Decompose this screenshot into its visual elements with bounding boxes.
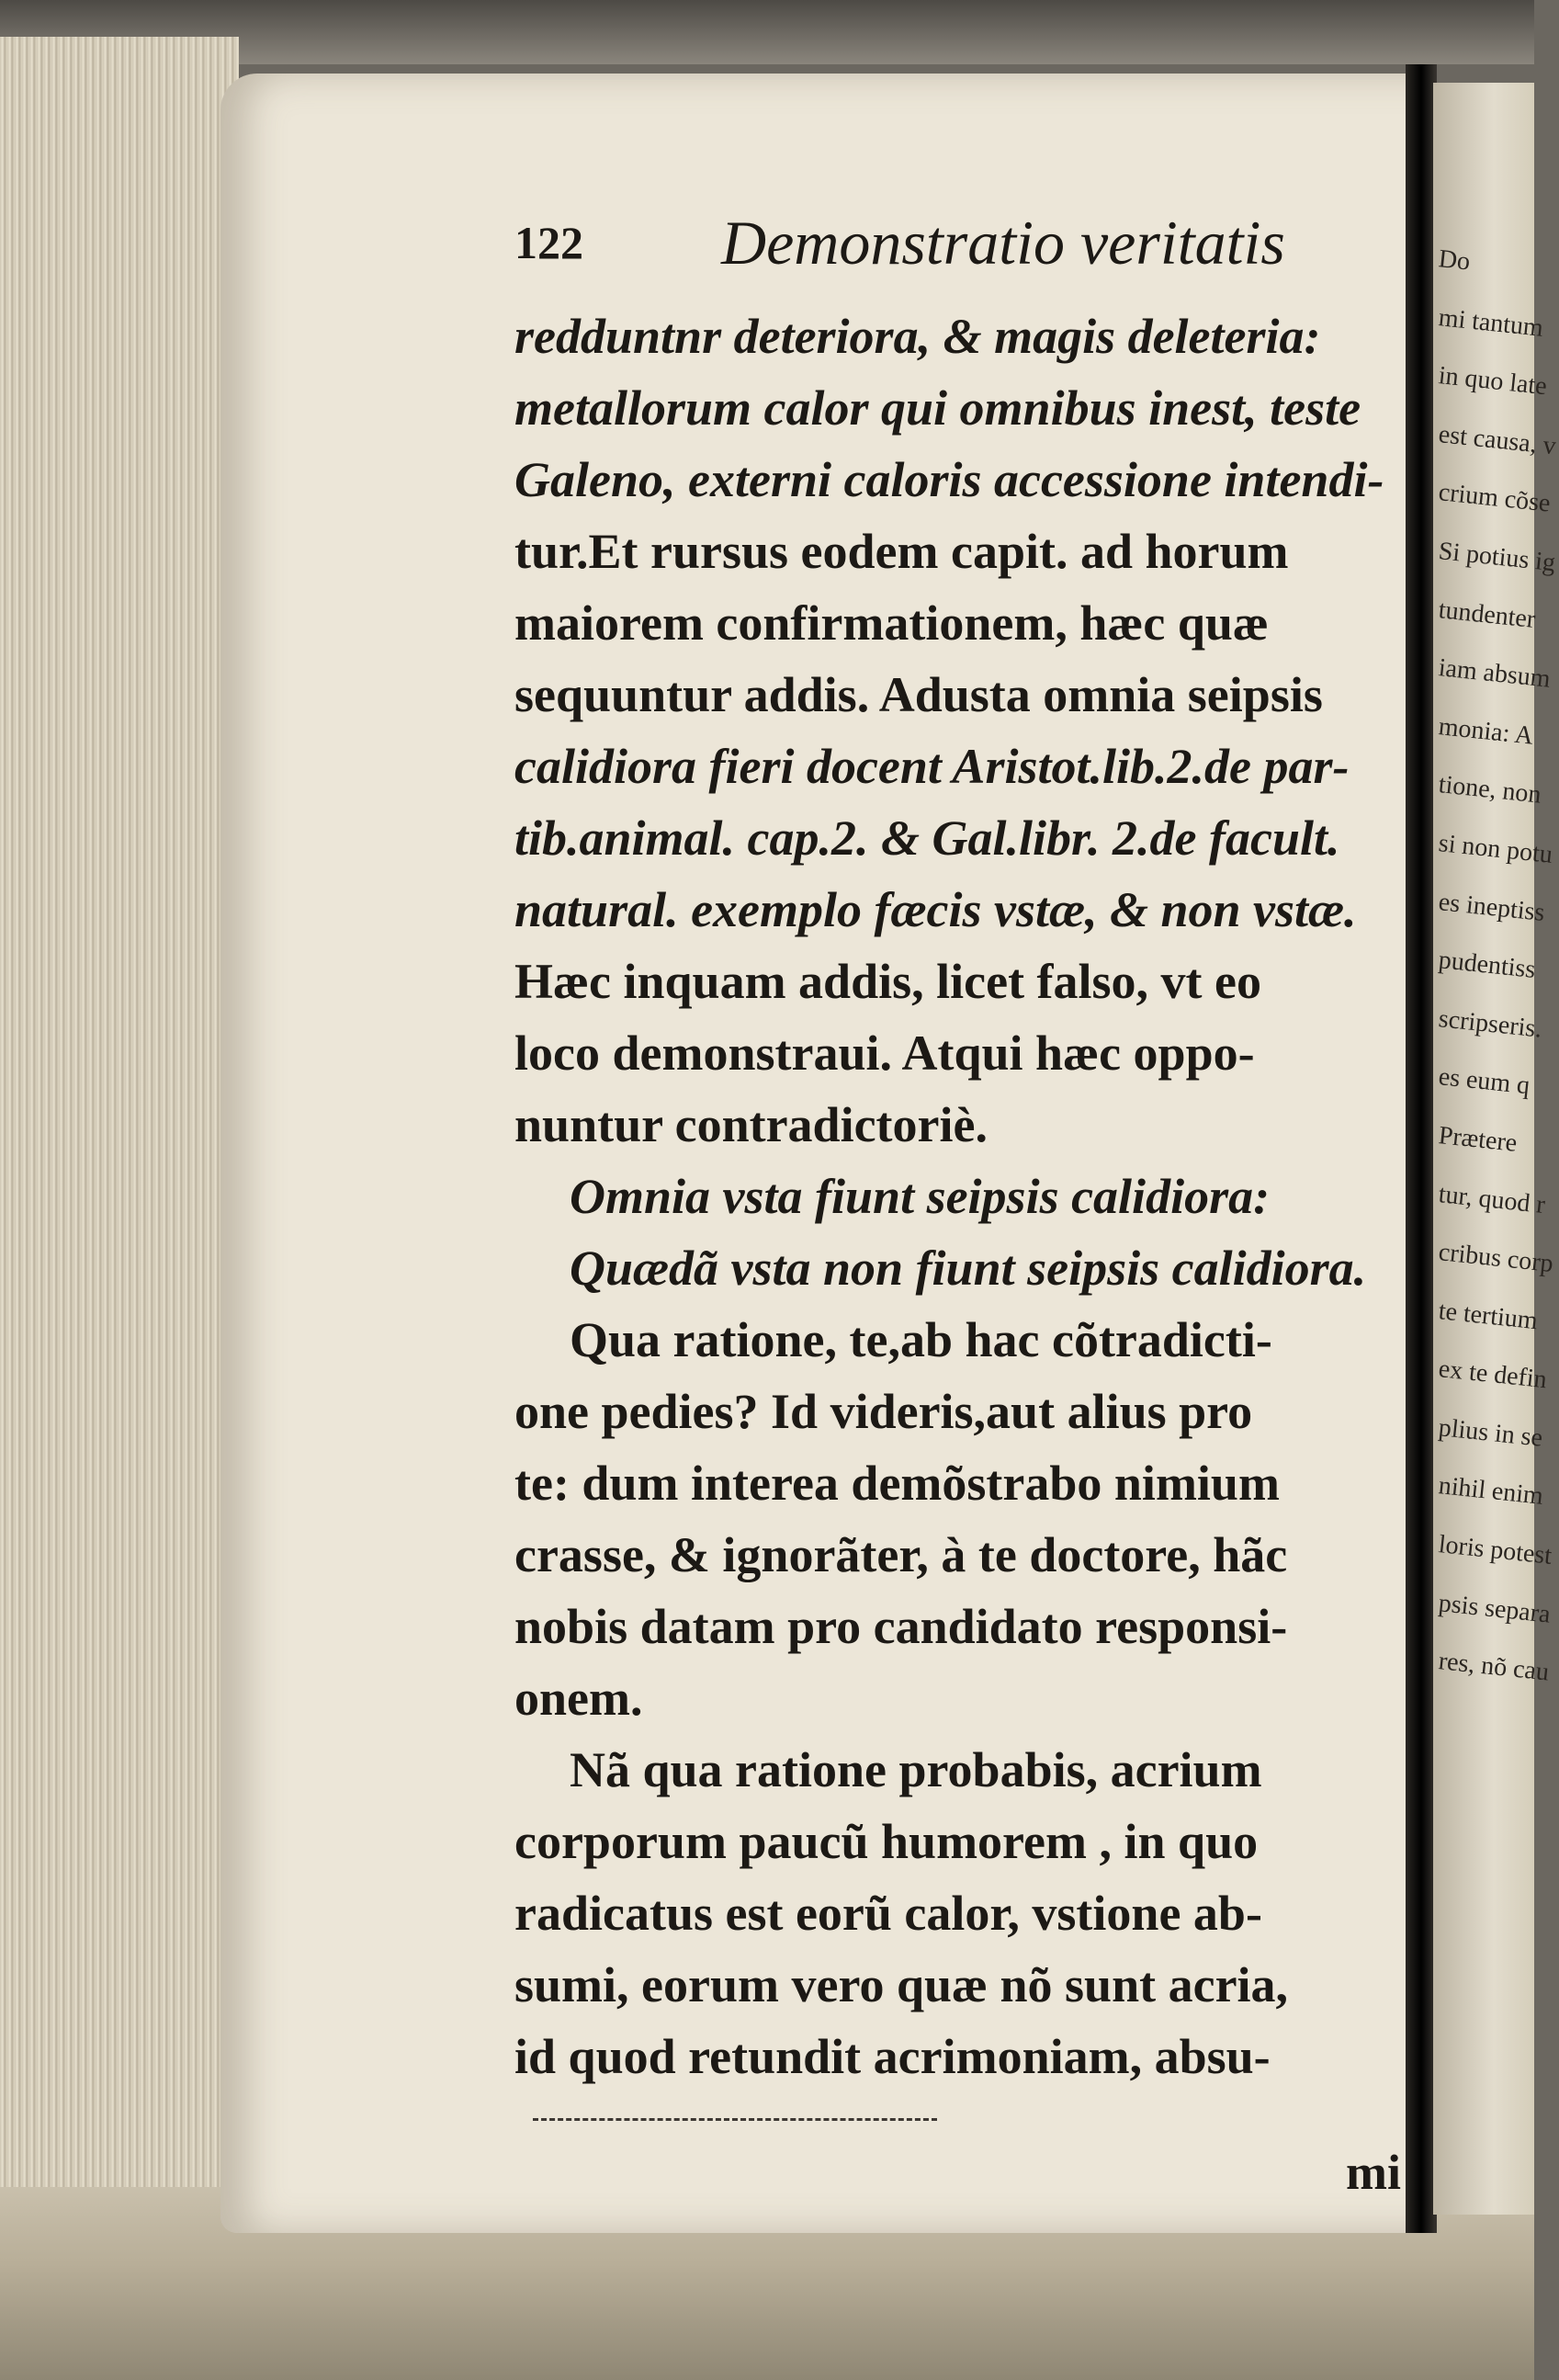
text-line: loco demonstraui. Atqui hæc oppo- [514,1026,1255,1081]
text-line: Qua ratione, te,ab hac cõtradicti- [570,1312,1272,1367]
text-line: te: dum interea demõstrabo nimium [514,1456,1280,1511]
facing-page-line: mi tantum [1437,302,1545,343]
text-line: Galeno, externi caloris accessione intendi- [514,452,1384,507]
facing-page-line: es eum q [1437,1062,1531,1101]
facing-page-line: in quo late [1437,361,1549,402]
text-line: one pedies? Id videris,aut alius pro [514,1384,1253,1439]
facing-page-line: psis separa [1437,1588,1553,1629]
text-line: id quod retundit acrimoniam, absu- [514,2029,1271,2084]
page-text-block [514,207,1415,2200]
text-line: metallorum calor qui omnibus inest, teste [514,380,1361,436]
text-line: radicatus est eorũ calor, vstione ab- [514,1886,1262,1941]
facing-page-line: monia: A [1437,711,1535,751]
text-line: Quædã vsta non fiunt seipsis calidiora. [570,1241,1367,1296]
facing-page-line: Do [1437,244,1472,277]
page-number: 122 [514,217,583,268]
facing-page-line: est causa, v [1437,419,1558,461]
text-line: Omnia vsta fiunt seipsis calidiora: [570,1169,1271,1224]
text-line: redduntnr deteriora, & magis deleteria: [514,309,1321,364]
facing-page-line: res, nõ cau [1437,1647,1551,1687]
running-title: Demonstratio veritatis [721,208,1285,278]
facing-page-line: tur, quod r [1437,1179,1547,1219]
text-line: nobis datam pro candidato responsi- [514,1599,1288,1654]
facing-page-line: Prætere [1437,1120,1519,1158]
text-line: sumi, eorum vero quæ nõ sunt acria, [514,1957,1289,2012]
text-line: nuntur contradictoriè. [514,1097,988,1152]
text-line: Hæc inquam addis, licet falso, vt eo [514,954,1262,1009]
text-line: onem. [514,1671,643,1726]
facing-page-line: Si potius ig [1437,537,1557,578]
facing-page-line: cribus corp [1437,1238,1555,1279]
page-edges [0,37,239,2224]
facing-page-line: plius in se [1437,1412,1544,1453]
facing-page-line: tione, non [1437,770,1543,810]
facing-page-line: loris potest [1437,1530,1553,1570]
text-line: corporum paucũ humorem , in quo [514,1814,1259,1869]
facing-page-line: nihil enim [1437,1471,1545,1512]
text-line: crasse, & ignorãter, à te doctore, hãc [514,1527,1288,1582]
text-line: tur.Et rursus eodem capit. ad horum [514,524,1289,579]
text-line: calidiora fieri docent Aristot.lib.2.de par- [514,739,1350,794]
facing-page-line: si non potu [1437,829,1554,869]
text-line: natural. exemplo fæcis vstæ, & non vstæ. [514,882,1357,937]
facing-page-text [1437,230,1558,1691]
facing-page-line: crium cõse [1437,478,1553,519]
facing-page-line: tundenter [1437,595,1537,634]
page-header [514,207,1415,289]
facing-page-line: te tertium [1437,1296,1540,1335]
text-line: sequuntur addis. Adusta omnia seipsis [514,667,1323,722]
facing-page-line: pudentiss [1437,946,1537,985]
facing-page-line: iam absum [1437,653,1553,694]
facing-page-line: es ineptiss [1437,887,1546,927]
catchword: mi [1346,2145,1401,2200]
text-line: tib.animal. cap.2. & Gal.libr. 2.de facult. [514,810,1340,866]
facing-page [1433,83,1558,2215]
text-line: maiorem confirmationem, hæc quæ [514,595,1269,651]
ink-dash-marks [533,2118,937,2121]
facing-page-line: scripseris. [1437,1003,1543,1044]
text-line: Nã qua ratione probabis, acrium [570,1742,1262,1797]
facing-page-line: ex te defin [1437,1354,1549,1395]
